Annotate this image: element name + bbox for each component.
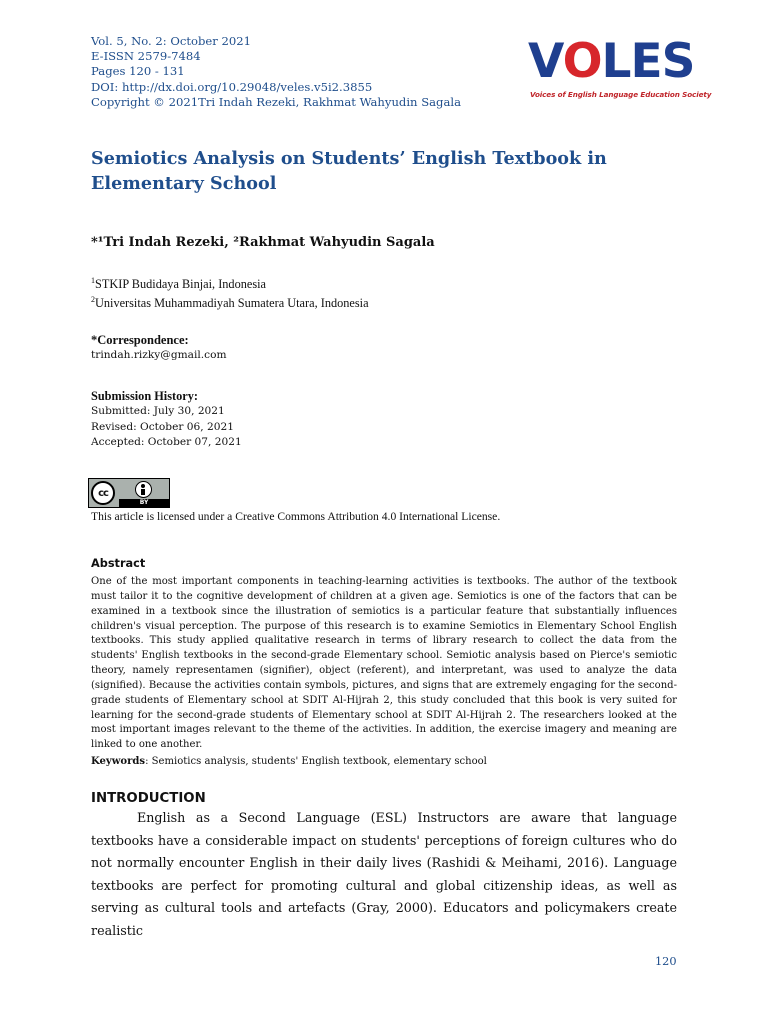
license-text: This article is licensed under a Creative Commons Attribution 4.0 International License. bbox=[91, 510, 501, 523]
pages-line: Pages 120 - 131 bbox=[91, 64, 185, 79]
logo-tagline: Voices of English Language Education Society bbox=[530, 90, 712, 99]
affiliation-2: $^2$Universitas Muhammadiyah Sumatera Utara, Indonesia bbox=[91, 295, 369, 311]
abstract-body: One of the most important components in teaching-learning activities is textbooks. The author of the textbook must tailor it to the cognitive development of children at a given age. Semiotics is one of the factors that can be examined in a textbook since the illustration of semiotics is a particular feature that substantially influences children's visual perception. The purpose of this research is to examine Semiotics in Elementary School English textbooks. This study applied qualitative research in terms of library research to collect the data from the students' English textbooks in the second-grade Elementary school. Semiotic analysis based on Pierce's semiotic theory, namely representamen (signifier), object (referent), and interpretant, was used to analyze the data (signified). Because the activities contain symbols, pictures, and signs that are extremely engaging for the second-grade students of Elementary school at SDIT Al-Hijrah 2, this study concluded that this book is very suited for learning for the second-grade students of Elementary school at SDIT Al-Hijrah 2. The researchers looked at the most important images relevant to the theme of the activities. In addition, the exercise imagery and meaning are linked to one another. bbox=[91, 576, 677, 751]
submission-history bbox=[91, 389, 242, 451]
by-label: BY bbox=[119, 499, 169, 507]
doi-link[interactable]: DOI: http://dx.doi.org/10.29048/veles.v5i2.3855 bbox=[91, 79, 373, 94]
cc-by-license-badge[interactable] bbox=[88, 478, 170, 508]
history-label: Submission History: bbox=[91, 389, 198, 403]
author-list: *¹Tri Indah Rezeki, ²Rakhmat Wahyudin Sagala bbox=[91, 235, 435, 250]
issn-line: E-ISSN 2579-7484 bbox=[91, 49, 201, 64]
affiliation-1: $^1$STKIP Budidaya Binjai, Indonesia bbox=[91, 276, 266, 292]
introduction-text: English as a Second Language (ESL) Instructors are aware that language textbooks have a considerable impact on students' perceptions of foreign cultures who do not normally encounter English in their daily lives (Rashidi & Meihami, 2016). Language textbooks are perfect for promoting cultural and global citizenship ideas, as well as serving as cultural tools and artefacts (Gray, 2000). Educators and policymakers create realistic bbox=[91, 810, 677, 938]
volume-line: Vol. 5, No. 2: October 2021 bbox=[91, 34, 252, 48]
correspondence-label: *Correspondence: bbox=[91, 333, 189, 347]
attribution-person-icon bbox=[135, 481, 152, 498]
copyright-line: Copyright © 2021Tri Indah Rezeki, Rakhmat Wahyudin Sagala bbox=[91, 94, 461, 109]
correspondence-email[interactable]: trindah.rizky@gmail.com bbox=[91, 349, 227, 361]
cc-icon: cc bbox=[91, 481, 115, 505]
journal-meta bbox=[91, 34, 461, 110]
keywords-text: : Semiotics analysis, students' English textbook, elementary school bbox=[145, 756, 487, 767]
introduction-heading: INTRODUCTION bbox=[91, 791, 206, 806]
journal-logo bbox=[528, 34, 712, 104]
introduction-body bbox=[91, 807, 677, 943]
accepted-date: Accepted: October 07, 2021 bbox=[91, 436, 242, 449]
keywords-label: Keywords bbox=[91, 756, 146, 767]
abstract-heading: Abstract bbox=[91, 557, 146, 570]
page-number: 120 bbox=[655, 955, 677, 968]
submitted-date: Submitted: July 30, 2021 bbox=[91, 405, 225, 418]
logo-wordmark: VOLES bbox=[528, 34, 695, 89]
keywords-line bbox=[91, 756, 677, 767]
affiliations bbox=[91, 273, 369, 311]
revised-date: Revised: October 06, 2021 bbox=[91, 420, 234, 433]
paper-title: Semiotics Analysis on Students’ English Textbook in Elementary School bbox=[91, 148, 607, 194]
